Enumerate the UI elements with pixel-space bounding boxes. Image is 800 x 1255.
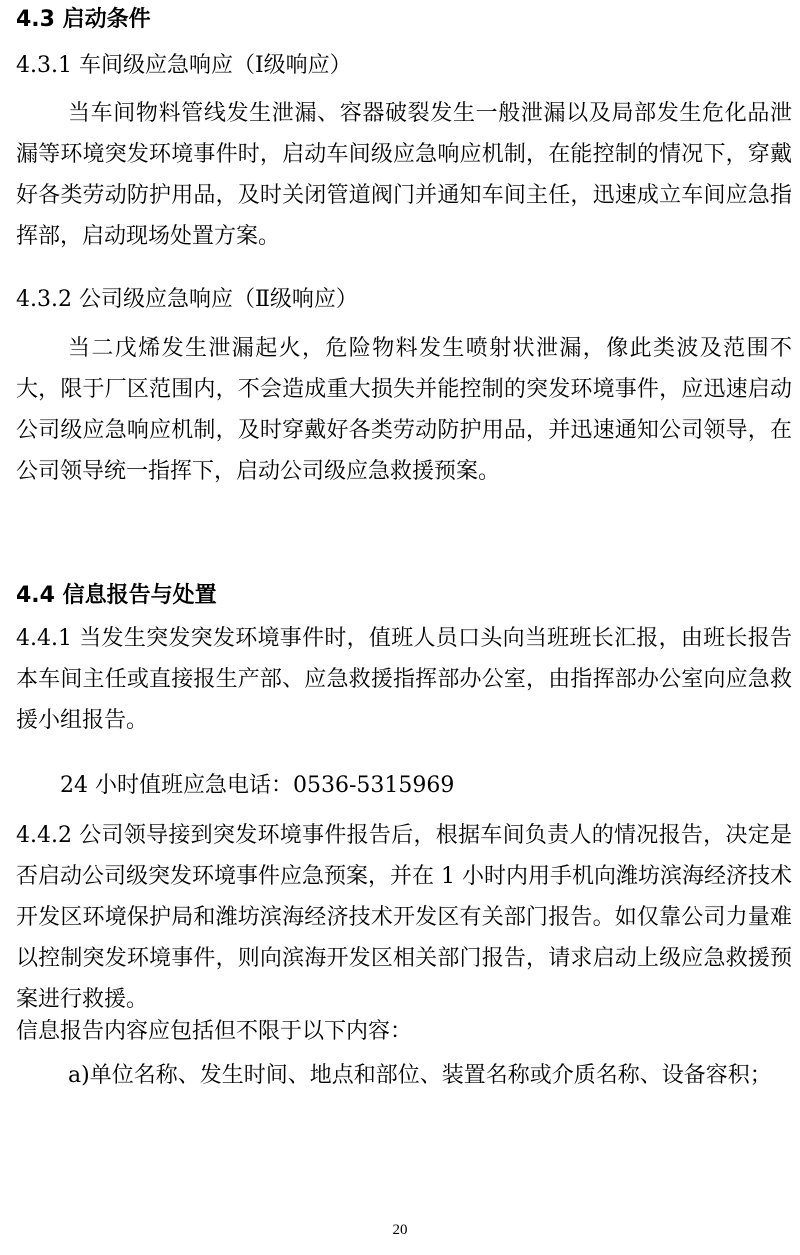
subsection-title-4-3-2: 4.3.2 公司级应急响应（Ⅱ级响应）: [16, 287, 358, 312]
paragraph-4-3-2: 当二戊烯发生泄漏起火，危险物料发生喷射状泄漏，像此类波及范围不大，限于厂区范围内，不会造成重大损失并能控制的突发环境事件，应迅速启动公司级应急响应机制，及时穿戴好各类劳动防护用品，并迅速通知公司领导，在公司领导统一指挥下，启动公司级应急救援预案。: [16, 336, 792, 484]
list-item-a: a)单位名称、发生时间、地点和部位、装置名称或介质名称、设备容积；: [68, 1063, 772, 1088]
report-content-intro: 信息报告内容应包括但不限于以下内容：: [16, 1019, 413, 1044]
section-heading-4-4: 4.4 信息报告与处置: [16, 583, 217, 608]
subsection-title-4-3-1: 4.3.1 车间级应急响应（Ⅰ级响应）: [16, 53, 352, 78]
paragraph-4-3-1: 当车间物料管线发生泄漏、容器破裂发生一般泄漏以及局部发生危化品泄漏等环境突发环境事件时，启动车间级应急响应机制，在能控制的情况下，穿戴好各类劳动防护用品，及时关闭管道阀门并通知车间主任，迅速成立车间应急指挥部，启动现场处置方案。: [16, 101, 792, 249]
section-heading-4-3: 4.3 启动条件: [16, 7, 151, 32]
emergency-hotline: 24 小时值班应急电话：0536-5315969: [60, 773, 455, 798]
page-number: 20: [392, 1222, 408, 1238]
paragraph-4-4-1: 4.4.1 当发生突发突发环境事件时，值班人员口头向当班班长汇报，由班长报告本车间主任或直接报生产部、应急救援指挥部办公室，由指挥部办公室向应急救援小组报告。: [16, 626, 792, 733]
paragraph-4-4-2: 4.4.2 公司领导接到突发环境事件报告后，根据车间负责人的情况报告，决定是否启动公司级突发环境事件应急预案，并在 1 小时内用手机向潍坊滨海经济技术开发区环境保护局和潍坊滨海经济技术开发区有关部门报告。如仅靠公司力量难以控制突发环境事件，则向滨海开发区相关部门报告，请求启动上级应急救援预案进行救援。: [16, 823, 792, 1012]
